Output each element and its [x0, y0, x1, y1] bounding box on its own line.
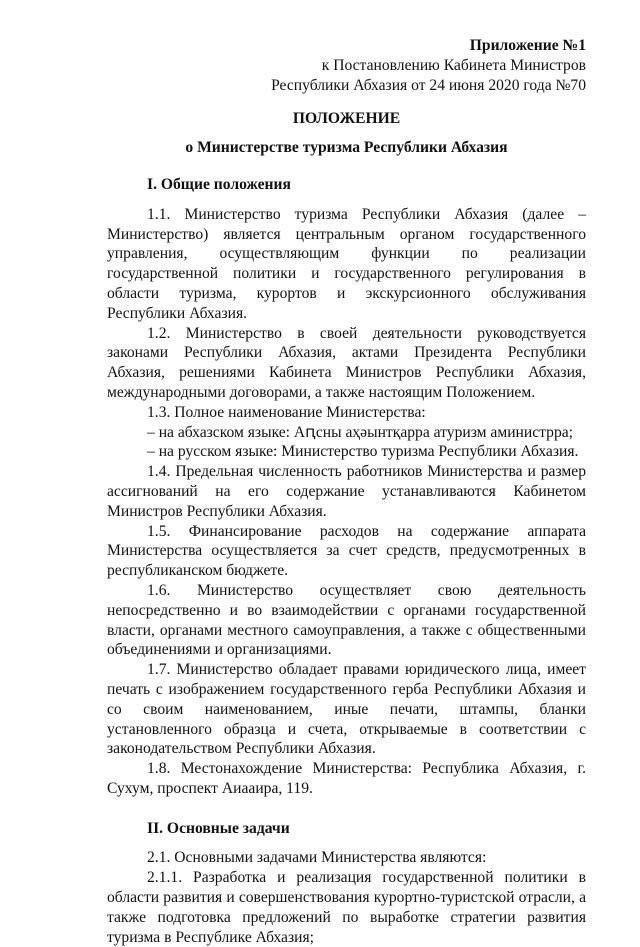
appendix-date: Республики Абхазия от 24 июня 2020 года №70 — [271, 76, 586, 94]
section-heading-tasks: II. Основные задачи — [147, 819, 290, 837]
document-subtitle: о Министерстве туризма Республики Абхазия — [185, 139, 508, 157]
document-page — [107, 36, 586, 947]
paragraph: – на русском языке: Министерство туризма Республики Абхазия. — [147, 443, 579, 461]
paragraph: 2.1.1. Разработка и реализация государственной политики в области развития и совершенствования курортно-туристской отрасли, а также подготовка предложений по выработке стратегии развития туризма в Республике Абхазия; — [107, 869, 586, 946]
paragraph: 1.6. Министерство осуществляет свою деятельность непосредственно и во взаимодействии с органами государственной власти, органами местного самоуправления, а также с общественными объединениями и организациями. — [107, 581, 586, 659]
paragraph: 1.8. Местонахождение Министерства: Республика Абхазия, г. Сухум, проспект Аиааира, 119. — [107, 760, 586, 797]
section-heading-general: I. Общие положения — [147, 175, 291, 193]
paragraph: 1.2. Министерство в своей деятельности руководствуется законами Республики Абхазия, актами Президента Республики Абхазия, решениями Кабинета Министров Республики Абхазия, международными договорами, а также настоящим Положением. — [107, 324, 586, 401]
document-title: ПОЛОЖЕНИЕ — [292, 110, 401, 128]
appendix-number: Приложение №1 — [469, 37, 586, 54]
appendix-header — [107, 36, 586, 95]
appendix-reference: к Постановлению Кабинета Министров — [321, 56, 586, 74]
paragraph: 1.7. Министерство обладает правами юридического лица, имеет печать с изображением государственного герба Республики Абхазия и со своим наименованием, иные печати, штампы, бланки установленного образца и счета, открываемые в соответствии с законодательством Республики Абхазия. — [107, 661, 586, 758]
paragraph: 1.1. Министерство туризма Республики Абхазия (далее – Министерство) является центральным органом государственного управления, осуществляющим функции по реализации государственной политики и государственного регулирования в области туризма, курортов и экскурсионного обслуживания Республики Абхазия. — [107, 205, 586, 322]
paragraph: 1.5. Финансирование расходов на содержание аппарата Министерства осуществляется за счет средств, предусмотренных в республиканском бюджете. — [107, 522, 586, 580]
paragraph: 2.1. Основными задачами Министерства являются: — [147, 849, 487, 867]
paragraph: 1.3. Полное наименование Министерства: — [147, 403, 426, 421]
paragraph: – на абхазском языке: Аԥсны аҳәынтқарра атуризм аминистрра; — [147, 423, 574, 441]
paragraph: 1.4. Предельная численность работников Министерства и размер ассигнований на его содержание устанавливаются Кабинетом Министров Республики Абхазия. — [107, 463, 586, 520]
